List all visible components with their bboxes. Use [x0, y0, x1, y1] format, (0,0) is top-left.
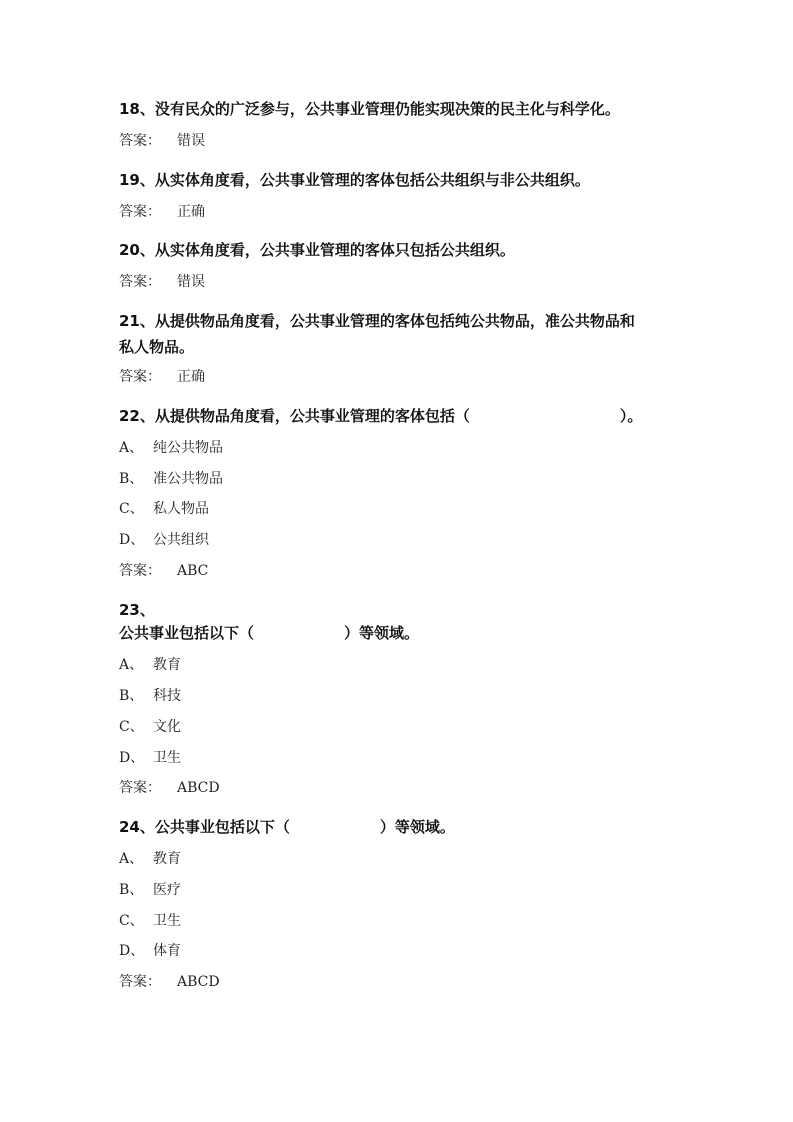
option-letter: D、 [119, 750, 145, 766]
option-letter: A、 [119, 657, 144, 673]
answer-23 [119, 778, 220, 798]
option-24-a [119, 849, 181, 869]
answer-label: 答案： [119, 563, 161, 579]
option-text: 卫生 [153, 913, 181, 929]
option-23-a [119, 655, 181, 675]
option-text: 教育 [153, 851, 181, 867]
question-18: 18、没有民众的广泛参与，公共事业管理仍能实现决策的民主化与科学化。 [119, 100, 620, 118]
option-letter: B、 [119, 471, 144, 487]
answer-value: 正确 [177, 369, 205, 385]
option-letter: C、 [119, 501, 144, 517]
question-20: 20、从实体角度看，公共事业管理的客体只包括公共组织。 [119, 241, 515, 259]
question-19: 19、从实体角度看，公共事业管理的客体包括公共组织与非公共组织。 [119, 171, 590, 189]
answer-value: 正确 [177, 204, 205, 220]
option-23-c [119, 717, 181, 737]
answer-label: 答案： [119, 133, 161, 149]
option-22-b [119, 469, 223, 489]
question-21-line-1: 21、从提供物品角度看，公共事业管理的客体包括纯公共物品，准公共物品和 [119, 312, 635, 330]
option-22-c [119, 499, 209, 519]
answer-18 [119, 131, 205, 151]
option-text: 纯公共物品 [153, 440, 223, 456]
option-letter: D、 [119, 532, 145, 548]
question-23-number: 23、 [119, 601, 155, 619]
option-text: 医疗 [153, 882, 181, 898]
option-letter: A、 [119, 851, 144, 867]
answer-label: 答案： [119, 274, 161, 290]
answer-24 [119, 972, 220, 992]
answer-label: 答案： [119, 204, 161, 220]
option-letter: A、 [119, 440, 144, 456]
option-letter: B、 [119, 882, 144, 898]
question-24: 24、公共事业包括以下（ ）等领域。 [119, 818, 455, 836]
answer-value: ABC [177, 563, 209, 579]
option-letter: B、 [119, 688, 144, 704]
option-24-d [119, 941, 181, 961]
question-22: 22、从提供物品角度看，公共事业管理的客体包括（ ）。 [119, 407, 643, 425]
option-24-c [119, 911, 181, 931]
answer-label: 答案： [119, 780, 161, 796]
answer-label: 答案： [119, 369, 161, 385]
answer-value: 错误 [177, 274, 205, 290]
option-text: 私人物品 [153, 501, 209, 517]
answer-value: 错误 [177, 133, 205, 149]
option-letter: C、 [119, 719, 144, 735]
option-text: 体育 [153, 943, 181, 959]
option-22-d [119, 530, 209, 550]
answer-19 [119, 202, 205, 222]
answer-label: 答案： [119, 974, 161, 990]
option-text: 教育 [153, 657, 181, 673]
option-letter: C、 [119, 913, 144, 929]
answer-value: ABCD [177, 780, 220, 796]
option-24-b [119, 880, 181, 900]
question-21-line-2: 私人物品。 [119, 338, 195, 356]
option-22-a [119, 438, 223, 458]
option-text: 准公共物品 [153, 471, 223, 487]
answer-21 [119, 367, 205, 387]
answer-22 [119, 561, 208, 581]
option-23-b [119, 686, 181, 706]
option-text: 文化 [153, 719, 181, 735]
answer-20 [119, 272, 205, 292]
option-23-d [119, 748, 181, 768]
option-text: 卫生 [153, 750, 181, 766]
option-text: 科技 [153, 688, 181, 704]
answer-value: ABCD [177, 974, 220, 990]
option-letter: D、 [119, 943, 145, 959]
option-text: 公共组织 [153, 532, 209, 548]
question-23: 公共事业包括以下（ ）等领域。 [119, 624, 420, 642]
